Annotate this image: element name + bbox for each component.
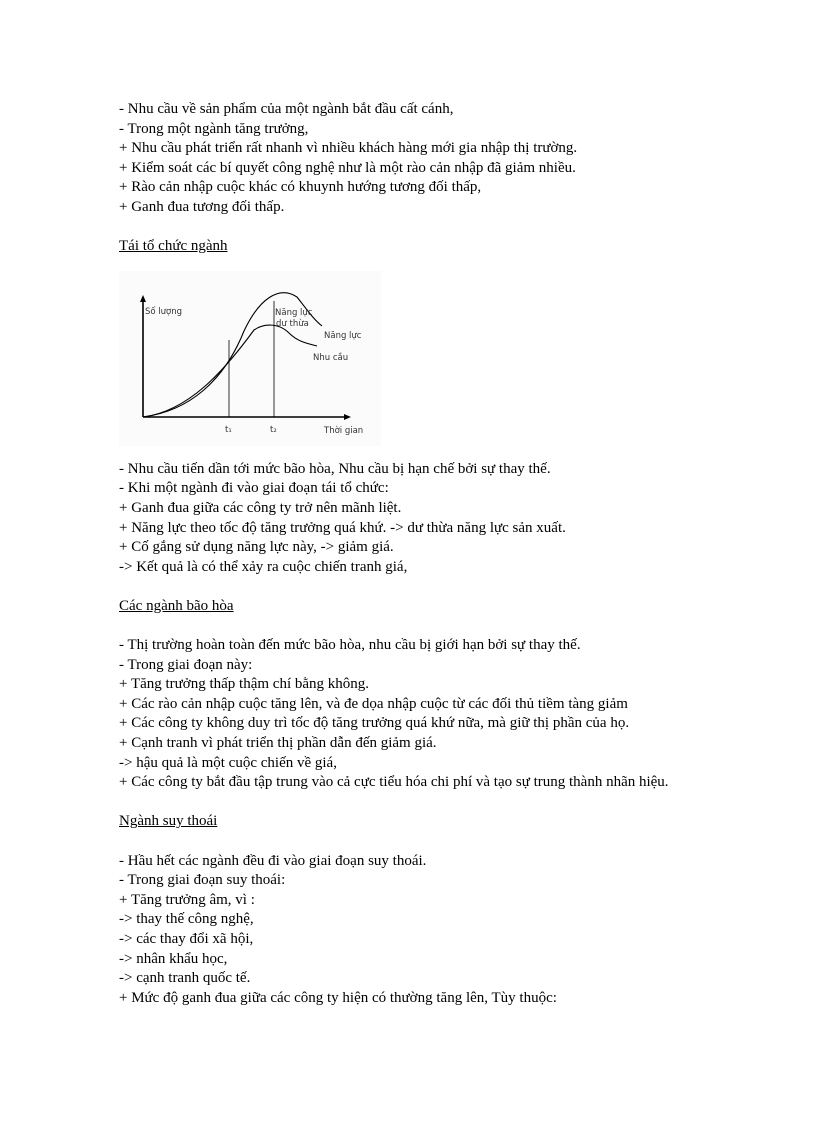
text-line: - Hầu hết các ngành đều đi vào giai đoạn suy thoái. xyxy=(119,852,427,869)
section-heading: Ngành suy thoái xyxy=(119,813,218,830)
text-line: + Cạnh tranh vì phát triển thị phần dẫn đến giảm giá. xyxy=(119,735,437,752)
t2-label: t₂ xyxy=(270,424,277,435)
excess-capacity-label: Năng lực xyxy=(275,307,313,318)
text-line: + Các rào cản nhập cuộc tăng lên, và đe dọa nhập cuộc từ các đối thủ tiềm tàng giảm xyxy=(119,695,628,712)
text-line: -> nhân khẩu học, xyxy=(119,950,228,967)
text-line: - Trong giai đoạn suy thoái: xyxy=(119,872,286,889)
text-line: -> cạnh tranh quốc tế. xyxy=(119,970,251,987)
demand-curve xyxy=(143,325,317,417)
text-line: - Trong giai đoạn này: xyxy=(119,656,253,673)
text-line: + Mức độ ganh đua giữa các công ty hiện có thường tăng lên, Tùy thuộc: xyxy=(119,989,557,1006)
text-line: + Rào cản nhập cuộc khác có khuynh hướng tương đối thấp, xyxy=(119,179,482,196)
text-line: + Kiểm soát các bí quyết công nghệ như là một rào cản nhập đã giảm nhiều. xyxy=(119,159,576,176)
x-axis-label: Thời gian xyxy=(324,425,364,436)
y-axis-arrow xyxy=(140,295,146,302)
document-page xyxy=(119,100,709,1008)
text-line: - Thị trường hoàn toàn đến mức bão hòa, nhu cầu bị giới hạn bởi sự thay thế. xyxy=(119,637,581,654)
text-line: + Năng lực theo tốc độ tăng trưởng quá khứ. -> dư thừa năng lực sản xuất. xyxy=(119,519,566,536)
text-line: + Tăng trưởng thấp thậm chí bằng không. xyxy=(119,676,370,693)
text-line: -> thay thế công nghệ, xyxy=(119,911,254,928)
capacity-label: Năng lực xyxy=(324,330,362,341)
t1-label: t₁ xyxy=(225,424,232,435)
y-axis-label: Số lượng xyxy=(145,306,183,317)
capacity-demand-diagram xyxy=(119,271,381,446)
excess-capacity-label-2: dư thừa xyxy=(276,318,309,329)
demand-label: Nhu cầu xyxy=(313,352,349,363)
text-line: - Trong một ngành tăng trưởng, xyxy=(119,120,309,137)
text-line: + Ganh đua tương đối thấp. xyxy=(119,198,285,215)
decline-section xyxy=(119,812,709,1008)
restructure-section xyxy=(119,237,709,577)
text-line: - Nhu cầu về sản phẩm của một ngành bắt đầu cất cánh, xyxy=(119,101,454,117)
text-line: + Ganh đua giữa các công ty trở nên mãnh liệt. xyxy=(119,499,402,516)
section-heading: Tái tổ chức ngành xyxy=(119,238,228,255)
text-line: - Nhu cầu tiến dần tới mức bão hòa, Nhu cầu bị hạn chế bởi sự thay thế. xyxy=(119,460,551,477)
text-line: -> Kết quả là có thể xảy ra cuộc chiến tranh giá, xyxy=(119,558,408,575)
text-line: -> các thay đổi xã hội, xyxy=(119,931,254,947)
text-line: + Các công ty bắt đầu tập trung vào cả cực tiểu hóa chi phí và tạo sự trung thành nhãn hiệu. xyxy=(119,774,669,791)
text-line: + Cố gắng sử dụng năng lực này, -> giảm giá. xyxy=(119,539,394,556)
text-line: -> hậu quả là một cuộc chiến về giá, xyxy=(119,754,337,771)
capacity-demand-figure xyxy=(119,271,381,446)
text-line: + Tăng trưởng âm, vì : xyxy=(119,891,255,908)
text-line: + Các công ty không duy trì tốc độ tăng trưởng quá khứ nữa, mà giữ thị phần của họ. xyxy=(119,715,630,732)
text-line: - Khi một ngành đi vào giai đoạn tái tổ chức: xyxy=(119,480,389,497)
intro-section xyxy=(119,100,709,218)
x-axis-arrow xyxy=(344,414,351,420)
text-line: + Nhu cầu phát triển rất nhanh vì nhiều khách hàng mới gia nhập thị trường. xyxy=(119,140,578,157)
saturated-section xyxy=(119,597,709,793)
section-heading: Các ngành bão hòa xyxy=(119,597,234,614)
